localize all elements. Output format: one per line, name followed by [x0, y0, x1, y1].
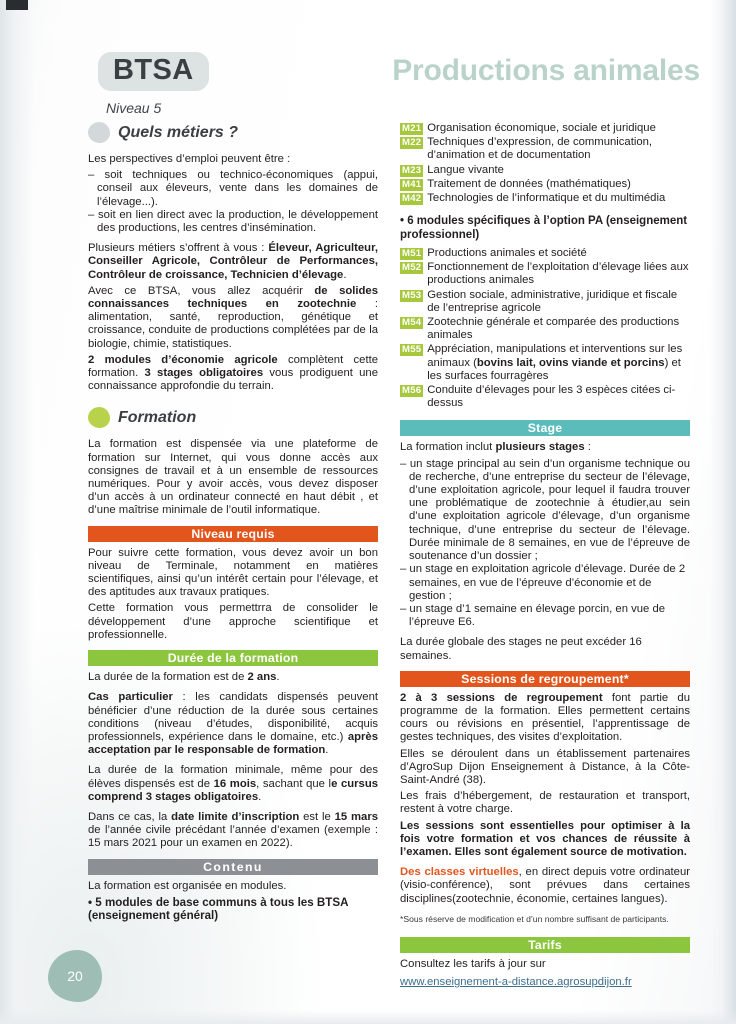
module-label-post: ) et les surfaces fourragères — [427, 356, 681, 382]
metiers-intro: Les perspectives d’emploi peuvent être : — [88, 153, 291, 165]
module-label: Productions animales et société — [427, 247, 587, 260]
module-label-pre: Appréciation, manipulations et interventions sur les animaux ( — [427, 343, 683, 369]
duree-p3-lead: La durée de la formation minimale, même pour des élèves dispensés est de — [88, 764, 378, 790]
module-code: M23 — [402, 164, 422, 176]
specific-modules-list — [400, 247, 690, 410]
page-number — [48, 950, 102, 1002]
module-code: M54 — [402, 317, 422, 329]
metiers-modules — [88, 354, 378, 394]
niveau-requis-p2: Cette formation vous permettrra de consolider le développement d’une approche scientifique et professionnelle. — [88, 602, 378, 641]
list-item — [400, 316, 690, 342]
duree-p2-end: . — [325, 744, 329, 757]
duree-p3 — [88, 764, 378, 804]
stage-intro-bold: plusieurs stages — [495, 441, 585, 454]
section-bar-contenu: Contenu — [88, 859, 378, 875]
sessions-footnote: *Sous réserve de modification et d’un nombre suffisant de participants. — [400, 913, 669, 924]
metiers-skills — [88, 285, 378, 351]
metiers-bullet-2: – soit en lien direct avec la production, le développement des productions, les centres d’insémination. — [88, 208, 378, 235]
sessions-p3: Les frais d’hébergement, de restauration et transport, restent à votre charge. — [400, 790, 690, 816]
stage-bullet-3: – un stage d’1 semaine en élevage porcin, en vue de l’épreuve E6. — [400, 602, 666, 629]
section-bar-stage: Stage — [400, 420, 690, 436]
metiers-jobs-end: . — [343, 268, 347, 281]
module-label: Fonctionnement de l’exploitation d’élevage liées aux productions animales — [427, 261, 689, 287]
list-item — [400, 261, 690, 287]
duree-p4-bold2: 15 mars — [334, 810, 379, 823]
metiers-modules-mid-1: complètent cette formation. — [88, 353, 379, 380]
list-item — [400, 192, 690, 205]
duree-p4-bold: date limite d’inscription — [171, 810, 300, 823]
right-column — [400, 122, 690, 990]
module-label: Zootechnie générale et comparée des productions animales — [427, 316, 680, 342]
duree-p2-bold2: après acceptation par le responsable de formation — [88, 730, 378, 757]
module-code: M52 — [402, 262, 422, 274]
stage-bullet-1: – un stage principal au sein d’un organisme technique ou de recherche, d’une entreprise du secteur de l’élevage, d’une exploitation agricole, pour lequel il faudra trouver une problématique de zootechnie à étudier,au sein d’une exploitation agricole d’élevage, d’un organisme technique, d’une entreprise du secteur de l’élevage. Durée minimale de 8 semaines, en vue de l’épreuve de soutenance d’un dossier ; — [400, 457, 690, 563]
duree-p4-end: de l’année civile précédant l’année d’examen (exemple : 15 mars 2021 pour un examen en 2022). — [88, 824, 378, 850]
duree-p3-mid: , sachant que l — [256, 777, 332, 790]
duree-p3-end: . — [258, 790, 262, 803]
duree-p1-lead: La durée de la formation est de — [88, 671, 248, 684]
left-column — [88, 122, 378, 930]
common-modules-list — [400, 122, 690, 205]
module-label — [427, 343, 690, 383]
module-code: M56 — [402, 385, 422, 397]
scan-edge-bottom — [0, 1010, 736, 1024]
section-heading-formation-label: Formation — [118, 409, 197, 427]
list-item — [400, 164, 690, 177]
duree-p1-bold: 2 ans — [247, 671, 277, 684]
sessions-p5 — [400, 866, 690, 906]
metiers-jobs-lead: Plusieurs métiers s’offrent à vous : — [88, 242, 269, 255]
section-heading-metiers — [88, 122, 378, 144]
stage-intro — [400, 441, 690, 454]
module-code: M22 — [402, 137, 422, 149]
duree-p3-bold2: e cursus comprend 3 stages obligatoires — [88, 777, 379, 803]
stage-intro-end: : — [584, 441, 591, 454]
scan-edge-left — [0, 0, 34, 1024]
sessions-p1 — [400, 692, 690, 745]
section-bar-sessions: Sessions de regroupement* — [400, 671, 690, 687]
page-number-label: 20 — [67, 968, 83, 984]
metiers-modules-bold-1: 2 modules d’économie agricole — [88, 353, 278, 366]
duree-p4-mid: est le — [299, 810, 335, 823]
module-label: Gestion sociale, administrative, juridique et fiscale de l’entreprise agricole — [427, 288, 678, 314]
section-bar-duree: Durée de la formation — [88, 650, 378, 666]
section-bar-tarifs: Tarifs — [400, 937, 690, 953]
list-item — [400, 289, 690, 315]
module-code: M51 — [402, 248, 422, 260]
metiers-modules-bold-2: 3 stages obligatoires — [144, 367, 264, 380]
module-code: M55 — [402, 344, 422, 356]
list-item — [400, 178, 690, 191]
list-item — [400, 136, 690, 162]
metiers-jobs — [88, 242, 378, 282]
duree-p2-mid: : les candidats dispensés peuvent bénéficier d’une réduction de la durée sous certaines conditions (niveau d’études, disponibilité, acquis professionnels, expérience dans le domaine, etc.) — [88, 691, 378, 743]
list-item — [400, 384, 690, 410]
btsa-badge — [98, 52, 209, 91]
duree-p2-bold: Cas particulier — [88, 691, 173, 704]
module-label: Conduite d’élevages pour les 3 espèces citées ci-dessus — [427, 384, 676, 410]
module-code: M53 — [402, 289, 422, 301]
stage-intro-lead: La formation inclut — [400, 441, 496, 454]
blob-icon — [88, 407, 110, 428]
section-bar-niveau-requis: Niveau requis — [88, 526, 378, 542]
module-label: Traitement de données (mathématiques) — [427, 177, 631, 190]
level-label: Niveau 5 — [106, 100, 162, 116]
duree-p1 — [88, 671, 378, 684]
module-code: M42 — [402, 193, 422, 205]
duree-p4 — [88, 811, 378, 851]
metiers-bullet-1: – soit techniques ou technico-économiques (appui, conseil aux éleveurs, vente dans les domaines de l’élevage...). — [88, 169, 378, 208]
section-heading-metiers-label: Quels métiers ? — [118, 124, 239, 141]
classes-virtuelles-label: Des classes virtuelles — [400, 866, 519, 879]
list-item — [400, 247, 690, 260]
scan-corner-mark — [6, 0, 28, 10]
sessions-p1-bold: 2 à 3 sessions de regroupement — [400, 691, 603, 704]
sessions-p1-end: font partie du programme de la formation. Elles permettent certains cours ou révisions en présentiel, l’apprentissage de gestes techniques, des visites d’exploitation. — [400, 691, 690, 744]
tarifs-text: Consultez les tarifs à jour sur — [400, 957, 546, 970]
module-label: Organisation économique, sociale et juridique — [427, 122, 656, 134]
metiers-jobs-list: Éleveur, Agriculteur, Conseiller Agricole, Contrôleur de Performances, Contrôleur de croissance, Technicien d’élevage — [88, 242, 378, 281]
btsa-label: BTSA — [113, 54, 194, 86]
metiers-modules-end: vous prodiguent une connaissance approfondie du terrain. — [88, 367, 378, 393]
tarifs-link[interactable]: www.enseignement-a-distance.agrosupdijon.fr — [400, 975, 632, 988]
duree-p1-end: . — [276, 671, 280, 684]
list-item — [400, 122, 690, 135]
contenu-p1: La formation est organisée en modules. — [88, 879, 287, 892]
module-label: Techniques d’expression, de communication, d’animation et de documentation — [427, 136, 653, 162]
formation-text: La formation est dispensée via une plateforme de formation sur Internet, qui vous donne accès aux consignes de travail et à un ensemble de ressources numériques. Pour y avoir accès, vous devez disposer d’un accès à un ordinateur connecté en haut débit , et d’une maîtrise minimale de l’outil informatique. — [88, 438, 378, 517]
niveau-requis-p1: Pour suivre cette formation, vous devez avoir un bon niveau de Terminale, notamment en matières scientifiques, ainsi qu’un intérêt certain pour l’élevage, et des aptitudes aux travaux pratiques. — [88, 546, 378, 599]
metiers-skills-bold: de solides connaissances techniques en zootechnie — [88, 284, 378, 311]
duree-p4-lead: Dans ce cas, la — [88, 810, 172, 823]
stage-closing: La durée globale des stages ne peut excéder 16 semaines. — [400, 636, 642, 662]
blob-icon — [88, 122, 110, 143]
section-heading-formation — [88, 407, 378, 429]
duree-p2 — [88, 691, 378, 757]
page-title: Productions animales — [392, 54, 700, 87]
list-item — [400, 343, 690, 383]
sessions-p2: Elles se déroulent dans un établissement partenaires d’AgroSup Dijon Enseignement à Distance, à la Côte-Saint-André (38). — [400, 747, 690, 786]
specific-modules-title: • 6 modules spécifiques à l’option PA (enseignement professionnel) — [400, 215, 688, 241]
metiers-skills-end: : alimentation, santé, reproduction, génétique et croissance, conduite de productions complétées par de la biologie, chimie, statistiques. — [88, 298, 378, 350]
module-code: M41 — [402, 178, 422, 190]
module-label: Technologies de l’informatique et du multimédia — [427, 192, 666, 205]
contenu-p2: • 5 modules de base communs à tous les BTSA (enseignement général) — [88, 895, 349, 923]
sessions-p4: Les sessions sont essentielles pour optimiser à la fois votre formation et vos chances de réussite à l’examen. Elles sont également source de motivation. — [400, 819, 690, 858]
stage-bullet-2: – un stage en exploitation agricole d’élevage. Durée de 2 semaines, en vue de l’épreuve d’économie et de gestion ; — [400, 563, 686, 602]
metiers-skills-lead: Avec ce BTSA, vous allez acquérir — [88, 284, 315, 297]
scan-edge-right — [710, 0, 736, 1024]
module-code: M21 — [402, 123, 422, 134]
duree-p3-bold: 16 mois — [213, 777, 257, 790]
sessions-p5-end: , en direct depuis votre ordinateur (visio-conférence), sont prévues dans certaines disciplines(zootechnie, économie, certaines langues). — [400, 866, 691, 905]
module-label: Langue vivante — [427, 163, 504, 176]
module-label-species: bovins lait, ovins viande et porcins — [476, 356, 665, 369]
